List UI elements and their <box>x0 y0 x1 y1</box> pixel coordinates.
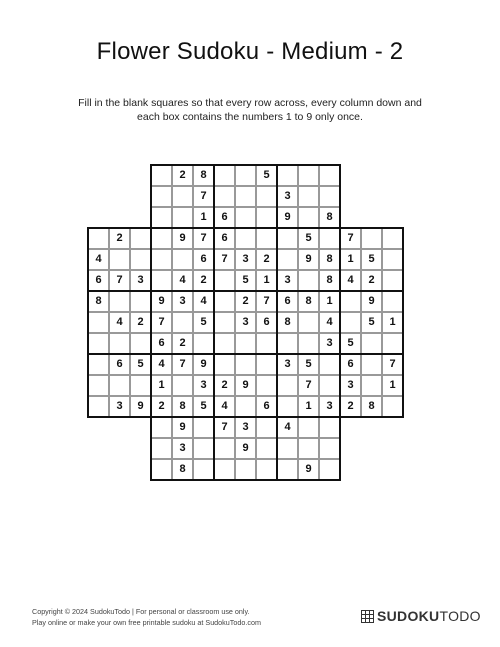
sudoku-cell <box>151 417 172 438</box>
given-number: 9 <box>242 442 249 454</box>
given-number: 9 <box>200 358 207 370</box>
given-number: 8 <box>368 400 375 412</box>
given-number: 8 <box>200 169 207 181</box>
copyright-line: Copyright © 2024 SudokuTodo | For personal or classroom use only. <box>32 607 250 616</box>
sudoku-cell <box>361 354 382 375</box>
given-number: 1 <box>305 400 312 412</box>
sudoku-cell <box>214 165 235 186</box>
given-number: 8 <box>305 295 312 307</box>
given-number: 2 <box>263 253 270 265</box>
sudoku-cell <box>319 459 340 480</box>
sudoku-cell <box>151 186 172 207</box>
given-number: 7 <box>179 358 186 370</box>
given-number: 5 <box>347 337 354 349</box>
given-number: 5 <box>242 274 249 286</box>
sudoku-cell <box>235 459 256 480</box>
given-number: 3 <box>179 442 186 454</box>
sudoku-cell <box>214 312 235 333</box>
given-number: 7 <box>200 190 207 202</box>
given-number: 8 <box>95 295 102 307</box>
sudoku-cell <box>277 438 298 459</box>
instructions-line-1: Fill in the blank squares so that every row across, every column down and <box>78 97 422 109</box>
sudoku-cell <box>277 249 298 270</box>
sudoku-cell <box>361 375 382 396</box>
given-number: 1 <box>389 379 396 391</box>
sudoku-cell <box>382 291 403 312</box>
sudoku-cell <box>382 249 403 270</box>
sudoku-cell <box>130 375 151 396</box>
sudoku-cell <box>277 333 298 354</box>
sudoku-cell <box>130 249 151 270</box>
given-number: 4 <box>221 400 228 412</box>
sudoku-cell <box>193 333 214 354</box>
box-border <box>150 227 152 418</box>
given-number: 2 <box>179 337 186 349</box>
box-border <box>150 353 341 355</box>
sudoku-cell <box>172 207 193 228</box>
sudoku-cell <box>298 438 319 459</box>
given-number: 6 <box>263 400 270 412</box>
sudoku-cell <box>214 291 235 312</box>
given-number: 5 <box>305 358 312 370</box>
sudoku-cell <box>256 438 277 459</box>
sudoku-cell <box>235 396 256 417</box>
box-border <box>150 416 341 418</box>
given-number: 3 <box>284 190 291 202</box>
sudoku-cell <box>277 459 298 480</box>
sudoku-cell <box>235 165 256 186</box>
sudoku-cell <box>319 186 340 207</box>
given-number: 2 <box>242 295 249 307</box>
sudoku-cell <box>298 333 319 354</box>
sudoku-cell <box>277 375 298 396</box>
footer-text <box>32 606 352 628</box>
sudoku-cell <box>382 396 403 417</box>
given-number: 3 <box>284 274 291 286</box>
given-number: 2 <box>137 316 144 328</box>
sudoku-cell <box>319 354 340 375</box>
play-online-line: Play online or make your own free printable sudoku at SudokuTodo.com <box>32 618 261 627</box>
given-number: 9 <box>158 295 165 307</box>
given-number: 3 <box>242 316 249 328</box>
given-number: 1 <box>326 295 333 307</box>
sudoku-cell <box>214 270 235 291</box>
given-number: 7 <box>389 358 396 370</box>
given-number: 5 <box>200 316 207 328</box>
sudoku-cell <box>361 228 382 249</box>
sudoku-cell <box>109 249 130 270</box>
given-number: 2 <box>200 274 207 286</box>
given-number: 1 <box>347 253 354 265</box>
sudoku-cell <box>256 354 277 375</box>
sudoku-cell <box>151 459 172 480</box>
given-number: 9 <box>305 253 312 265</box>
given-number: 5 <box>305 232 312 244</box>
given-number: 1 <box>263 274 270 286</box>
sudoku-cell <box>319 417 340 438</box>
box-border <box>402 227 404 418</box>
sudoku-cell <box>340 291 361 312</box>
grid-icon <box>361 610 374 623</box>
sudoku-cell <box>214 354 235 375</box>
sudoku-cell <box>88 333 109 354</box>
logo-text-todo: TODO <box>439 608 481 624</box>
sudoku-cell <box>256 333 277 354</box>
sudoku-cell <box>88 396 109 417</box>
sudoku-cell <box>88 312 109 333</box>
given-number: 9 <box>179 232 186 244</box>
given-number: 3 <box>200 379 207 391</box>
sudoku-cell <box>256 375 277 396</box>
sudoku-cell <box>382 333 403 354</box>
given-number: 4 <box>200 295 207 307</box>
sudokutodo-logo <box>361 607 481 625</box>
given-number: 8 <box>326 253 333 265</box>
given-number: 6 <box>347 358 354 370</box>
given-number: 3 <box>242 421 249 433</box>
box-border <box>150 290 341 292</box>
sudoku-cell <box>130 291 151 312</box>
given-number: 4 <box>347 274 354 286</box>
sudoku-cell <box>172 312 193 333</box>
given-number: 8 <box>326 274 333 286</box>
given-number: 2 <box>158 400 165 412</box>
sudoku-cell <box>151 207 172 228</box>
sudoku-cell <box>214 333 235 354</box>
given-number: 4 <box>179 274 186 286</box>
sudoku-cell <box>277 165 298 186</box>
box-border <box>150 227 341 229</box>
box-border <box>87 227 89 418</box>
sudoku-cell <box>298 417 319 438</box>
given-number: 2 <box>179 169 186 181</box>
sudoku-cell <box>235 207 256 228</box>
given-number: 9 <box>284 211 291 223</box>
given-number: 9 <box>137 400 144 412</box>
given-number: 5 <box>137 358 144 370</box>
sudoku-cell <box>235 186 256 207</box>
sudoku-cell <box>298 186 319 207</box>
sudoku-cell <box>88 228 109 249</box>
sudoku-cell <box>151 438 172 459</box>
given-number: 1 <box>389 316 396 328</box>
sudoku-cell <box>298 207 319 228</box>
given-number: 8 <box>284 316 291 328</box>
sudoku-cell <box>256 228 277 249</box>
given-number: 5 <box>368 253 375 265</box>
given-number: 2 <box>347 400 354 412</box>
given-number: 6 <box>95 274 102 286</box>
sudoku-cell <box>319 375 340 396</box>
sudoku-cell <box>193 417 214 438</box>
given-number: 7 <box>221 253 228 265</box>
sudoku-cell <box>235 354 256 375</box>
sudoku-cell <box>193 438 214 459</box>
box-border <box>339 227 341 418</box>
sudoku-cell <box>130 333 151 354</box>
sudoku-cell <box>298 270 319 291</box>
given-number: 7 <box>305 379 312 391</box>
sudoku-cell <box>88 375 109 396</box>
box-border <box>150 164 341 166</box>
given-number: 4 <box>95 253 102 265</box>
sudoku-cell <box>214 459 235 480</box>
sudoku-cell <box>88 354 109 375</box>
sudoku-cell <box>172 375 193 396</box>
given-number: 6 <box>221 232 228 244</box>
sudoku-cell <box>130 228 151 249</box>
sudoku-cell <box>256 207 277 228</box>
given-number: 6 <box>116 358 123 370</box>
given-number: 4 <box>284 421 291 433</box>
sudoku-cell <box>382 270 403 291</box>
sudoku-cell <box>319 438 340 459</box>
sudoku-cell <box>109 291 130 312</box>
sudoku-cell <box>214 438 235 459</box>
given-number: 9 <box>242 379 249 391</box>
given-number: 3 <box>347 379 354 391</box>
given-number: 3 <box>179 295 186 307</box>
given-number: 6 <box>263 316 270 328</box>
sudoku-cell <box>193 459 214 480</box>
given-number: 8 <box>179 400 186 412</box>
given-number: 8 <box>326 211 333 223</box>
sudoku-cell <box>277 228 298 249</box>
given-number: 9 <box>179 421 186 433</box>
sudoku-cell <box>151 270 172 291</box>
sudoku-cell <box>214 186 235 207</box>
instructions <box>60 96 440 124</box>
given-number: 2 <box>221 379 228 391</box>
sudoku-cell <box>277 396 298 417</box>
given-number: 3 <box>284 358 291 370</box>
sudoku-cell <box>235 228 256 249</box>
sudoku-cell <box>151 165 172 186</box>
given-number: 5 <box>263 169 270 181</box>
given-number: 6 <box>158 337 165 349</box>
given-number: 4 <box>116 316 123 328</box>
given-number: 6 <box>200 253 207 265</box>
given-number: 4 <box>158 358 165 370</box>
given-number: 3 <box>326 400 333 412</box>
given-number: 7 <box>263 295 270 307</box>
sudoku-cell <box>298 165 319 186</box>
given-number: 6 <box>284 295 291 307</box>
given-number: 2 <box>116 232 123 244</box>
sudoku-cell <box>172 186 193 207</box>
page-title: Flower Sudoku - Medium - 2 <box>96 38 404 65</box>
given-number: 5 <box>200 400 207 412</box>
logo-text-sudoku: SUDOKU <box>377 608 440 624</box>
given-number: 2 <box>368 274 375 286</box>
given-number: 6 <box>221 211 228 223</box>
sudoku-cell <box>151 249 172 270</box>
logo-text <box>377 608 481 624</box>
sudoku-cell <box>298 312 319 333</box>
instructions-line-2: each box contains the numbers 1 to 9 only once. <box>137 111 363 123</box>
given-number: 3 <box>242 253 249 265</box>
given-number: 3 <box>137 274 144 286</box>
given-number: 9 <box>368 295 375 307</box>
sudoku-cell <box>256 186 277 207</box>
given-number: 4 <box>326 316 333 328</box>
sudoku-cell <box>382 228 403 249</box>
sudoku-cell <box>235 333 256 354</box>
given-number: 1 <box>158 379 165 391</box>
given-number: 7 <box>347 232 354 244</box>
given-number: 1 <box>200 211 207 223</box>
given-number: 5 <box>368 316 375 328</box>
sudoku-cell <box>256 459 277 480</box>
sudoku-cell <box>256 417 277 438</box>
box-border <box>150 479 341 481</box>
given-number: 3 <box>116 400 123 412</box>
given-number: 7 <box>116 274 123 286</box>
given-number: 7 <box>200 232 207 244</box>
sudoku-cell <box>109 375 130 396</box>
box-border <box>213 227 215 418</box>
sudoku-cell <box>361 333 382 354</box>
sudoku-cell <box>151 228 172 249</box>
given-number: 7 <box>158 316 165 328</box>
sudoku-cell <box>109 333 130 354</box>
sudoku-cell <box>340 312 361 333</box>
given-number: 7 <box>221 421 228 433</box>
box-border <box>276 227 278 418</box>
sudoku-cell <box>319 165 340 186</box>
given-number: 8 <box>179 463 186 475</box>
given-number: 9 <box>305 463 312 475</box>
sudoku-cell <box>172 249 193 270</box>
sudoku-cell <box>319 228 340 249</box>
given-number: 3 <box>326 337 333 349</box>
